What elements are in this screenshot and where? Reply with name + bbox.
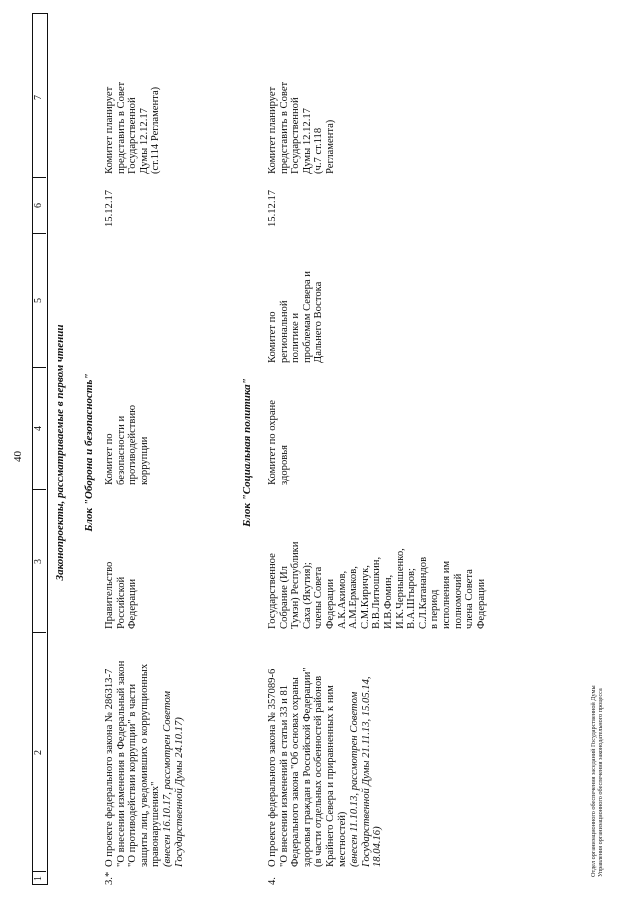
column-number: 7	[33, 95, 44, 100]
committee-plan: Комитет планирует представить в Совет Государственной Думы 12.12.17 (ст.114 Регламента)	[104, 81, 162, 174]
bill-note: (внесен 16.10.17, рассмотрен Советом Государственной Думы 24.10.17)	[162, 691, 185, 867]
col-divider	[32, 871, 46, 872]
review-date: 15.12.17	[267, 189, 278, 227]
footer-note: Отдел организационного обеспечения заседаний Государственной Думы Управления организационного обеспечения законодательного процесса	[590, 685, 605, 877]
bill-title: О проекте федерального закона № 286313-7 "О внесении изменения в Федеральный закон "О противодействии коррупции" в части защиты лиц, уведомивших о коррупционных правонарушениях"	[104, 660, 162, 867]
column-number: 1	[33, 876, 44, 881]
section-heading: Законопроекты, рассматриваемые в первом чтении	[54, 324, 66, 581]
col-divider	[32, 367, 46, 368]
column-number: 2	[33, 750, 44, 755]
bill-note: (внесен 11.10.13, рассмотрен Советом Государственной Думы 21.11.13, 15.05.14, 18.04.16)	[349, 676, 384, 867]
committee-plan: Комитет планирует представить в Совет Государственной Думы 12.12.17 (ч.7 ст.118 Регламента)	[267, 81, 336, 174]
page-number: 40	[12, 451, 24, 462]
column-number: 4	[33, 426, 44, 431]
bill-author: Государственное Собрание (Ил Тумэн) Республики Саха (Якутия); члены Совета Федерации А.К.Акимов, А.М.Ермаков, С.М.Киричук, В.В.Литюшкин, И.В.Фомин, И.К.Чернышенко, В.А.Штыров; С.Л.Катанандов в период исполнения им полномочий члена Совета Федерации	[267, 541, 487, 629]
column-number: 3	[33, 559, 44, 564]
column-number: 5	[33, 298, 44, 303]
responsible-committee: Комитет по безопасности и противодействию коррупции	[104, 404, 150, 485]
col-divider	[32, 489, 46, 490]
column-number: 6	[33, 203, 44, 208]
row-number: 3.*	[104, 871, 115, 885]
col-divider	[32, 632, 46, 633]
block-title: Блок "Оборона и безопасность"	[83, 373, 95, 532]
co-committee: Комитет по региональной политике и проблемам Севера и Дальнего Востока	[267, 271, 325, 363]
bill-author: Правительство Российской Федерации	[104, 561, 139, 629]
responsible-committee: Комитет по охране здоровья	[267, 400, 290, 485]
col-divider	[32, 233, 46, 234]
col-divider	[32, 177, 46, 178]
review-date: 15.12.17	[104, 189, 115, 227]
block-title: Блок "Социальная политика"	[241, 378, 253, 527]
row-number: 4.	[267, 877, 278, 885]
bill-title: О проекте федерального закона № 357089-6 "О внесении изменений в статьи 33 и 81 Федерального закона "Об основах охраны здоровья граждан в Российской Федерации" (в части отдельных особенностей районов Крайнего Севера и приравненных к ним местностей)	[267, 667, 348, 867]
